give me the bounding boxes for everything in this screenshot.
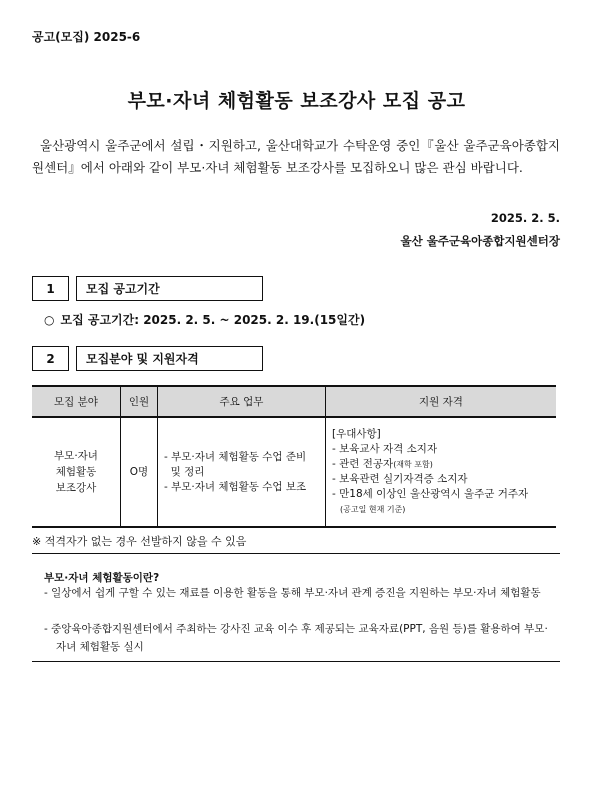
header-duties: 주요 업무 [158, 386, 326, 417]
duty-line: - 부모·자녀 체험활동 수업 보조 [164, 480, 307, 493]
field-line: 체험활동 [55, 466, 97, 478]
announcement-date: 2025. 2. 5. [490, 211, 560, 225]
qualifications-heading: [우대사항] [332, 428, 381, 440]
qualification-subnote: (공고일 현재 기준) [340, 505, 406, 514]
section-1-number: 1 [32, 276, 69, 301]
qualification-item: - 만18세 이상인 울산광역시 울주군 거주자 [332, 488, 529, 500]
recruit-period [44, 311, 365, 328]
field-line: 부모·자녀 [54, 450, 98, 462]
duty-line: - 부모·자녀 체험활동 수업 준비 [164, 450, 307, 463]
intro-paragraph: 울산광역시 울주군에서 설립・지원하고, 울산대학교가 수탁운영 중인『울산 울주군육아종합지원센터』에서 아래와 같이 부모·자녀 체험활동 보조강사를 모집하오니 많은 관심 바랍니다. [32, 138, 560, 175]
recruit-period-text: 모집 공고기간: 2025. 2. 5. ~ 2025. 2. 19.(15일간) [60, 313, 366, 327]
qualification-item: - 보육교사 자격 소지자 [332, 443, 438, 455]
table-footnote: ※ 적격자가 없는 경우 선발하지 않을 수 있음 [32, 535, 247, 548]
info-box-heading: 부모·자녀 체험활동이란? [44, 572, 160, 584]
header-count: 인원 [121, 386, 158, 417]
header-field: 모집 분야 [32, 386, 121, 417]
page-title: 부모·자녀 체험활동 보조강사 모집 공고 [127, 90, 466, 112]
info-box-bottom-rule [32, 661, 560, 662]
section-2-number: 2 [32, 346, 69, 371]
document-number: 공고(모집) 2025-6 [32, 30, 141, 44]
qualification-item: - 보육관련 실기자격증 소지자 [332, 473, 468, 485]
qualifications-cell [326, 417, 557, 527]
table-row [32, 417, 556, 527]
header-qualifications: 지원 자격 [326, 386, 557, 417]
signer: 울산 울주군육아종합지원센터장 [400, 234, 560, 248]
circle-bullet-icon: ○ [44, 313, 55, 327]
table-header-row [32, 386, 556, 417]
recruitment-table [32, 385, 556, 528]
duty-line: 및 정리 [164, 465, 205, 478]
duties-cell [158, 417, 326, 527]
section-2-title: 모집분야 및 지원자격 [76, 346, 263, 371]
info-box-top-rule [32, 553, 560, 554]
info-box-item: - 일상에서 쉽게 구할 수 있는 재료를 이용한 활동을 통해 부모·자녀 관계 증진을 지원하는 부모·자녀 체험활동 [44, 587, 541, 599]
qualification-note: (재학 포함) [393, 460, 433, 469]
section-1-title: 모집 공고기간 [76, 276, 263, 301]
field-cell [32, 417, 121, 527]
count-cell: O명 [121, 417, 158, 527]
field-line: 보조강사 [55, 482, 97, 494]
qualification-item: - 관련 전공자(재학 포함) [332, 458, 433, 470]
info-box-item: - 중앙육아종합지원센터에서 주최하는 강사진 교육 이수 후 제공되는 교육자료(PPT, 음원 등)를 활용하여 부모·자녀 체험활동 실시 [44, 623, 548, 653]
